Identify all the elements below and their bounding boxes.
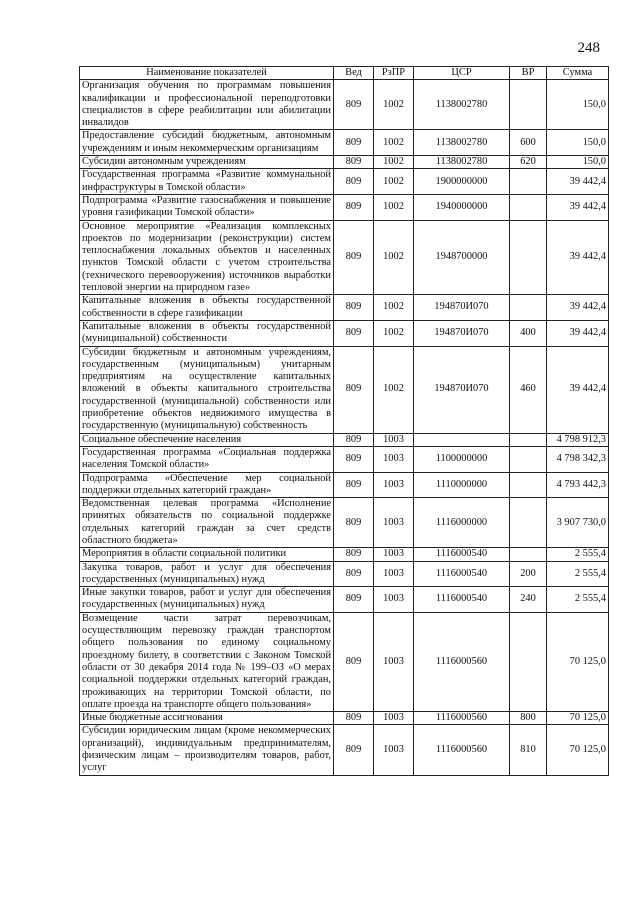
row-vr (510, 446, 547, 472)
table-row (80, 295, 609, 321)
row-csr: 1900000000 (414, 169, 510, 195)
row-sum: 2 555,4 (547, 587, 609, 613)
row-ved: 809 (334, 472, 374, 498)
table-row (80, 194, 609, 220)
row-name: Капитальные вложения в объекты государственной собственности в сфере газификации (80, 295, 334, 321)
row-ved: 809 (334, 498, 374, 548)
row-sum: 4 798 912,3 (547, 433, 609, 446)
row-vr (510, 433, 547, 446)
row-vr (510, 220, 547, 295)
row-ved: 809 (334, 725, 374, 775)
row-sum: 39 442,4 (547, 295, 609, 321)
row-csr: 194870И070 (414, 320, 510, 346)
row-vr: 620 (510, 156, 547, 169)
table-row (80, 587, 609, 613)
row-rzpr: 1003 (374, 612, 414, 711)
row-sum: 39 442,4 (547, 220, 609, 295)
row-vr (510, 80, 547, 130)
row-rzpr: 1003 (374, 561, 414, 587)
table-row (80, 433, 609, 446)
table-row (80, 220, 609, 295)
row-rzpr: 1003 (374, 433, 414, 446)
table-row (80, 725, 609, 775)
row-rzpr: 1002 (374, 194, 414, 220)
table-body (80, 80, 609, 775)
header-csr: ЦСР (414, 67, 510, 80)
header-rzpr: РзПР (374, 67, 414, 80)
row-name: Организация обучения по программам повышения квалификации и профессиональной переподготовки специалистов в сфере реабилитации или абилитации инвалидов (80, 80, 334, 130)
row-name: Возмещение части затрат перевозчикам, осуществляющим перевозку граждан транспортом общего пользования по единому социальному проездному билету, в соответствии с Законом Томской области от 30 декабря 2014 года № 199–ОЗ «О мерах социальной поддержки отдельных категорий граждан, проживающих на территории Томской области, по оплате проезда на транспорте общего пользования» (80, 612, 334, 711)
row-csr: 1116000560 (414, 725, 510, 775)
row-name: Ведомственная целевая программа «Исполнение принятых обязательств по социальной поддержке отдельных категорий граждан за счет средств областного бюджета» (80, 498, 334, 548)
row-csr: 1138002780 (414, 80, 510, 130)
table-row (80, 472, 609, 498)
row-csr: 1116000560 (414, 712, 510, 725)
budget-table (79, 66, 609, 776)
row-sum: 39 442,4 (547, 346, 609, 433)
table-row (80, 156, 609, 169)
row-sum: 70 125,0 (547, 612, 609, 711)
row-rzpr: 1003 (374, 587, 414, 613)
row-csr: 1110000000 (414, 472, 510, 498)
row-vr: 200 (510, 561, 547, 587)
row-ved: 809 (334, 295, 374, 321)
row-ved: 809 (334, 561, 374, 587)
row-sum: 39 442,4 (547, 194, 609, 220)
row-rzpr: 1002 (374, 169, 414, 195)
table-row (80, 80, 609, 130)
row-sum: 4 793 442,3 (547, 472, 609, 498)
row-name: Социальное обеспечение населения (80, 433, 334, 446)
row-rzpr: 1002 (374, 320, 414, 346)
row-vr: 460 (510, 346, 547, 433)
row-name: Субсидии бюджетным и автономным учреждениям, государственным (муниципальным) унитарным предприятиям на осуществление капитальных вложений в объекты капитального строительства государственной (муниципальной) собственности или приобретение объектов недвижимого имущества в государственную (муниципальную) собственность (80, 346, 334, 433)
row-rzpr: 1003 (374, 498, 414, 548)
header-ved: Вед (334, 67, 374, 80)
row-ved: 809 (334, 320, 374, 346)
row-sum: 39 442,4 (547, 320, 609, 346)
row-rzpr: 1003 (374, 548, 414, 561)
row-vr (510, 548, 547, 561)
table-row (80, 446, 609, 472)
row-vr (510, 295, 547, 321)
row-csr: 1116000560 (414, 612, 510, 711)
row-sum: 2 555,4 (547, 548, 609, 561)
row-vr: 400 (510, 320, 547, 346)
row-name: Иные закупки товаров, работ и услуг для обеспечения государственных (муниципальных) нужд (80, 587, 334, 613)
row-ved: 809 (334, 346, 374, 433)
row-sum: 150,0 (547, 80, 609, 130)
row-ved: 809 (334, 612, 374, 711)
table-row (80, 346, 609, 433)
row-sum: 2 555,4 (547, 561, 609, 587)
table-row (80, 130, 609, 156)
row-sum: 3 907 730,0 (547, 498, 609, 548)
row-ved: 809 (334, 194, 374, 220)
row-ved: 809 (334, 433, 374, 446)
row-rzpr: 1002 (374, 156, 414, 169)
row-vr (510, 612, 547, 711)
row-rzpr: 1003 (374, 446, 414, 472)
row-vr (510, 498, 547, 548)
row-rzpr: 1002 (374, 346, 414, 433)
row-name: Государственная программа «Социальная поддержка населения Томской области» (80, 446, 334, 472)
row-vr (510, 194, 547, 220)
row-name: Закупка товаров, работ и услуг для обеспечения государственных (муниципальных) нужд (80, 561, 334, 587)
row-ved: 809 (334, 446, 374, 472)
row-sum: 39 442,4 (547, 169, 609, 195)
row-csr: 194870И070 (414, 295, 510, 321)
table-row (80, 612, 609, 711)
row-ved: 809 (334, 712, 374, 725)
table-row (80, 561, 609, 587)
row-rzpr: 1002 (374, 295, 414, 321)
table-row (80, 712, 609, 725)
row-csr: 194870И070 (414, 346, 510, 433)
row-csr (414, 433, 510, 446)
row-sum: 70 125,0 (547, 712, 609, 725)
row-sum: 70 125,0 (547, 725, 609, 775)
row-rzpr: 1003 (374, 725, 414, 775)
table-row (80, 498, 609, 548)
row-ved: 809 (334, 548, 374, 561)
row-ved: 809 (334, 156, 374, 169)
row-rzpr: 1002 (374, 80, 414, 130)
row-csr: 1116000540 (414, 561, 510, 587)
row-csr: 1138002780 (414, 156, 510, 169)
row-name: Подпрограмма «Обеспечение мер социальной поддержки отдельных категорий граждан» (80, 472, 334, 498)
row-vr: 240 (510, 587, 547, 613)
row-vr: 810 (510, 725, 547, 775)
row-rzpr: 1003 (374, 712, 414, 725)
table-row (80, 169, 609, 195)
row-rzpr: 1002 (374, 220, 414, 295)
row-ved: 809 (334, 587, 374, 613)
row-vr (510, 169, 547, 195)
row-name: Предоставление субсидий бюджетным, автономным учреждениям и иным некоммерческим организациям (80, 130, 334, 156)
row-name: Иные бюджетные ассигнования (80, 712, 334, 725)
row-ved: 809 (334, 130, 374, 156)
row-rzpr: 1002 (374, 130, 414, 156)
row-name: Подпрограмма «Развитие газоснабжения и повышение уровня газификации Томской области» (80, 194, 334, 220)
row-csr: 1100000000 (414, 446, 510, 472)
table-row (80, 320, 609, 346)
row-sum: 150,0 (547, 156, 609, 169)
table-header-row (80, 67, 609, 80)
row-csr: 1948700000 (414, 220, 510, 295)
row-csr: 1116000540 (414, 548, 510, 561)
row-sum: 150,0 (547, 130, 609, 156)
row-sum: 4 798 342,3 (547, 446, 609, 472)
row-name: Субсидии автономным учреждениям (80, 156, 334, 169)
row-rzpr: 1003 (374, 472, 414, 498)
row-csr: 1940000000 (414, 194, 510, 220)
row-csr: 1116000000 (414, 498, 510, 548)
row-ved: 809 (334, 169, 374, 195)
header-sum: Сумма (547, 67, 609, 80)
header-vr: ВР (510, 67, 547, 80)
row-name: Основное мероприятие «Реализация комплексных проектов по модернизации (реконструкции) систем теплоснабжения локальных объектов и населенных пунктов Томской области с учетом строительства (технического перевооружения) источников выработки тепловой энергии на природном газе» (80, 220, 334, 295)
page-number: 248 (577, 40, 600, 56)
row-name: Капитальные вложения в объекты государственной (муниципальной) собственности (80, 320, 334, 346)
row-name: Государственная программа «Развитие коммунальной инфраструктуры в Томской области» (80, 169, 334, 195)
row-vr: 600 (510, 130, 547, 156)
row-ved: 809 (334, 80, 374, 130)
row-csr: 1138002780 (414, 130, 510, 156)
row-ved: 809 (334, 220, 374, 295)
header-name: Наименование показателей (80, 67, 334, 80)
row-name: Субсидии юридическим лицам (кроме некоммерческих организаций), индивидуальным предпринимателям, физическим лицам – производителям товаров, работ, услуг (80, 725, 334, 775)
row-vr: 800 (510, 712, 547, 725)
row-vr (510, 472, 547, 498)
row-name: Мероприятия в области социальной политики (80, 548, 334, 561)
table-row (80, 548, 609, 561)
row-csr: 1116000540 (414, 587, 510, 613)
